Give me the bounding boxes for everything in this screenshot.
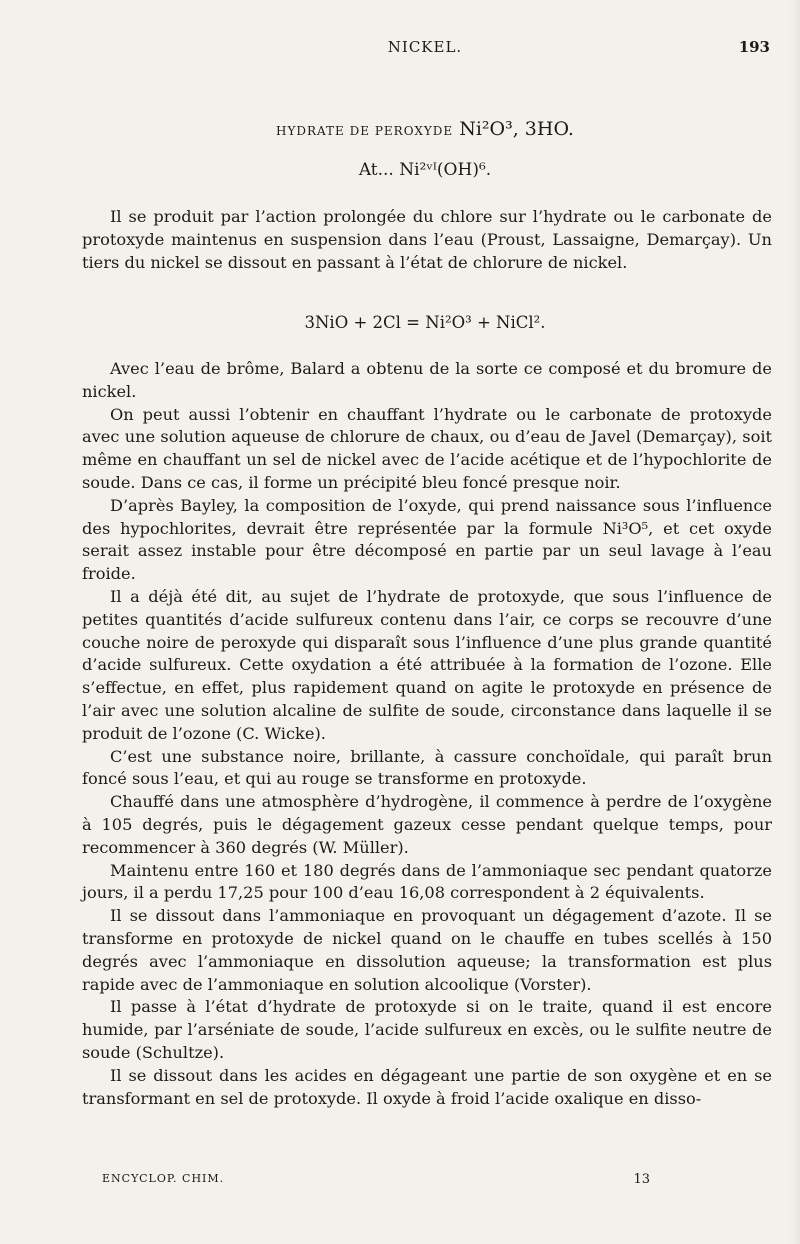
paragraph: Maintenu entre 160 et 180 degrés dans de l’ammoniaque sec pendant quatorze jours, il a perdu 17,25 pour 100 d’eau 16,08 correspondent à 2 équivalents. bbox=[82, 860, 772, 903]
paragraph: Avec l’eau de brôme, Balard a obtenu de la sorte ce composé et du bromure de nickel. bbox=[82, 359, 772, 401]
paragraph: D’après Bayley, la composition de l’oxyde, qui prend naissance sous l’influence des hypochlorites, devrait être représentée par la formule Ni³O⁵, et cet oxyde serait assez instable pour être décomposé en partie par un seul lavage à l’eau froide. bbox=[82, 495, 772, 584]
paragraph: Il se produit par l’action prolongée du chlore sur l’hydrate ou le carbonate de protoxyde maintenus en suspension dans l’eau (Proust, Lassaigne, Demarçay). Un tiers du nickel se dissout en passant à l’état de chlorure de nickel. bbox=[82, 207, 772, 272]
running-header bbox=[80, 38, 770, 62]
page-footer bbox=[80, 1172, 770, 1194]
paragraph: Chauffé dans une atmosphère d’hydrogène, il commence à perdre de l’oxygène à 105 degrés, puis le dégagement gazeux cesse pendant quelque temps, pour recommencer à 360 degrés (W. Müller). bbox=[82, 792, 772, 857]
paragraph: Il se dissout dans les acides en dégageant une partie de son oxygène et en se transformant en sel de protoxyde. Il oxyde à froid l’acide oxalique en disso- bbox=[82, 1065, 772, 1108]
atomic-formula: At... Ni²ᵛᴵ(OH)⁶. bbox=[358, 160, 492, 180]
paragraph: On peut aussi l’obtenir en chauffant l’hydrate ou le carbonate de protoxyde avec une solution aqueuse de chlorure de chaux, ou d’eau de Javel (Demarçay), soit même en chauffant un sel de nickel avec de l’acide acétique et de l’hypochlorite de soude. Dans ce cas, il forme un précipité bleu foncé presque noir. bbox=[82, 404, 772, 492]
main-text bbox=[82, 358, 772, 1110]
printer-signature: ENCYCLOP. CHIM. bbox=[102, 1172, 225, 1185]
running-title: NICKEL. bbox=[387, 38, 463, 56]
page-edge-shadow bbox=[790, 0, 800, 1244]
section-title-prefix: HYDRATE DE PEROXYDE bbox=[276, 124, 454, 138]
section-title bbox=[80, 118, 770, 140]
paragraph: C’est une substance noire, brillante, à cassure conchoïdale, qui paraît brun foncé sous l’eau, et qui au rouge se transforme en protoxyde. bbox=[82, 746, 772, 789]
paragraph: Il a déjà été dit, au sujet de l’hydrate de protoxyde, que sous l’influence de petites quantités d’acide sulfureux contenu dans l’air, ce corps se recouvre d’une couche noire de peroxyde qui disparaît sous l’influence d’une plus grande quantité d’acide sulfureux. Cette oxydation a été attribuée à la formation de l’ozone. Elle s’effectue, en effet, plus rapidement quand on agite le protoxyde en présence de l’air avec une solution alcaline de sulfite de soude, circonstance dans laquelle il se produit de l’ozone (C. Wicke). bbox=[82, 586, 772, 743]
paragraph: Il passe à l’état d’hydrate de protoxyde si on le traite, quand il est encore humide, par l’arséniate de soude, l’acide sulfureux en excès, ou le sulfite neutre de soude (Schultze). bbox=[82, 997, 772, 1062]
chemical-equation: 3NiO + 2Cl = Ni²O³ + NiCl². bbox=[304, 313, 546, 332]
sheet-number: 13 bbox=[633, 1172, 650, 1187]
intro-text bbox=[82, 206, 772, 274]
paragraph: Il se dissout dans l’ammoniaque en provoquant un dégagement d’azote. Il se transforme en protoxyde de nickel quand on le chauffe en tubes scellés à 150 degrés avec l’ammoniaque en dissolution aqueuse; la transformation est plus rapide avec de l’ammoniaque en solution alcoolique (Vorster). bbox=[82, 906, 772, 994]
page-number: 193 bbox=[738, 38, 770, 56]
section-title-formula: Ni²O³, 3HO. bbox=[459, 118, 574, 140]
